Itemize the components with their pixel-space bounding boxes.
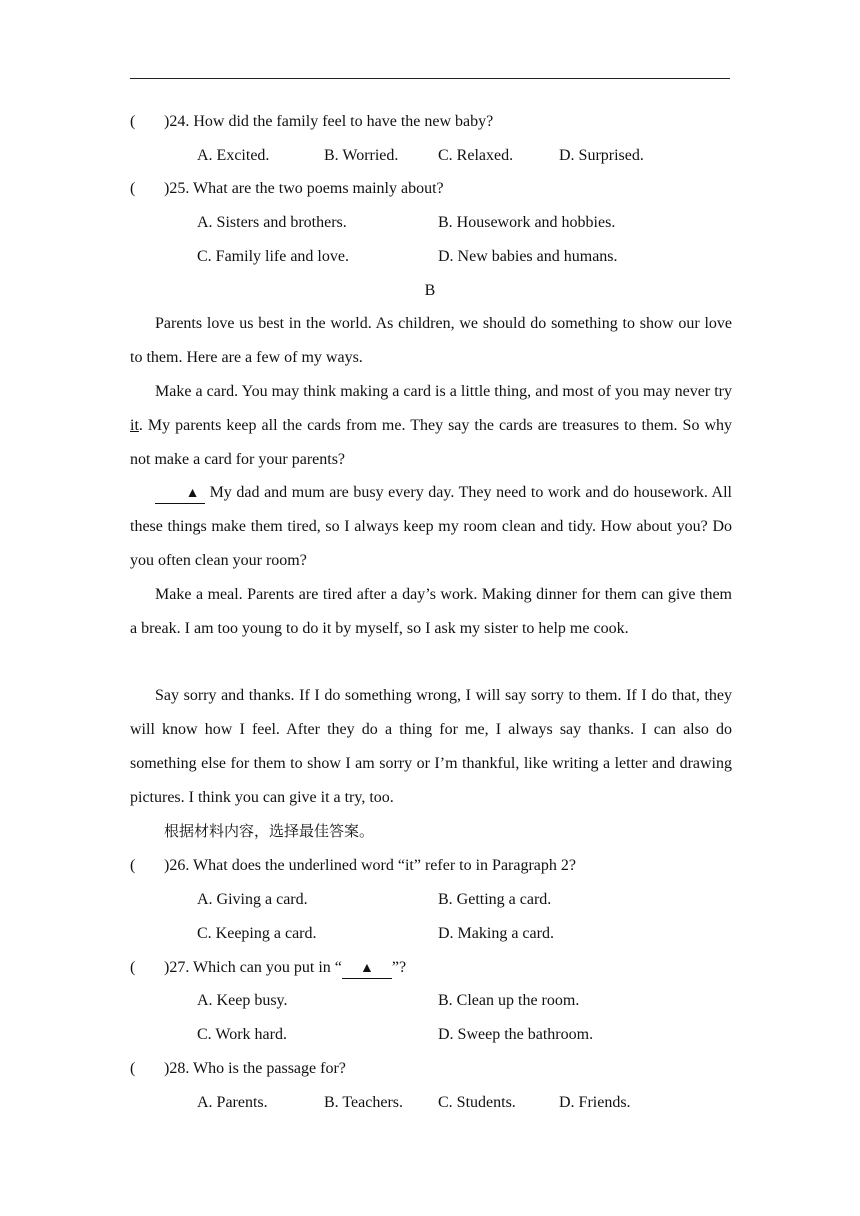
question-27 — [130, 958, 406, 979]
option-a: A. Excited. — [197, 147, 270, 164]
question-stem: )26. What does the underlined word “it” refer to in Paragraph 2? — [164, 857, 576, 874]
option-c: C. Keeping a card. — [197, 925, 317, 942]
option-b: B. Teachers. — [324, 1094, 403, 1111]
section-heading: B — [424, 282, 436, 299]
paragraph-text: Make a card. You may think making a card is a little thing, and most of you may never try — [155, 383, 732, 400]
question-25 — [130, 179, 444, 199]
question-stem: )27. Which can you put in “ — [164, 959, 342, 976]
option-d: D. Surprised. — [559, 147, 644, 164]
paragraph-text: My dad and mum are busy every day. They need to work and do housework. All these things make them tired, so I always keep my room clean and tidy. How about you? Do you often clean your room? — [130, 484, 732, 569]
paragraph-4: Make a meal. Parents are tired after a day’s work. Making dinner for them can give them a break. I am too young to do it by myself, so I ask my sister to help me cook. — [130, 586, 732, 637]
paragraph-3 — [130, 476, 732, 578]
option-a: A. Parents. — [197, 1094, 268, 1111]
instruction: 根据材料内容，选择最佳答案。 — [164, 822, 375, 840]
question-stem: )28. Who is the passage for? — [164, 1060, 346, 1077]
paragraph-text: . My parents keep all the cards from me. They say the cards are treasures to them. So why not make a card for your parents? — [130, 416, 732, 468]
paragraph-5: Say sorry and thanks. If I do something wrong, I will say sorry to them. If I do that, they will know how I feel. After they do a thing for me, I always say thanks. I can also do something else for them to show I am sorry or I’m thankful, like writing a letter and drawing pictures. I think you can give it a try, too. — [130, 687, 732, 806]
question-stem: )25. What are the two poems mainly about? — [164, 180, 444, 197]
option-d: D. Friends. — [559, 1094, 631, 1111]
paragraph-2 — [130, 375, 732, 477]
option-c: C. Family life and love. — [197, 248, 349, 265]
question-26 — [130, 856, 576, 876]
blank-marker: ▲ — [342, 960, 392, 979]
option-b: B. Getting a card. — [438, 891, 552, 908]
option-c: C. Relaxed. — [438, 147, 514, 164]
option-d: D. New babies and humans. — [438, 248, 618, 265]
option-b: B. Housework and hobbies. — [438, 214, 616, 231]
answer-paren[interactable]: ( — [130, 113, 136, 130]
question-28 — [130, 1059, 346, 1079]
underlined-word: it — [130, 416, 139, 434]
question-24 — [130, 112, 493, 132]
option-a: A. Giving a card. — [197, 891, 308, 908]
answer-paren[interactable]: ( — [130, 959, 136, 976]
option-b: B. Worried. — [324, 147, 399, 164]
option-a: A. Keep busy. — [197, 992, 288, 1009]
option-c: C. Work hard. — [197, 1026, 287, 1043]
option-c: C. Students. — [438, 1094, 516, 1111]
option-a: A. Sisters and brothers. — [197, 214, 347, 231]
option-d: D. Sweep the bathroom. — [438, 1026, 594, 1043]
header-rule — [130, 78, 730, 79]
question-stem: )24. How did the family feel to have the new baby? — [164, 113, 494, 130]
answer-paren[interactable]: ( — [130, 180, 136, 197]
option-b: B. Clean up the room. — [438, 992, 580, 1009]
blank-marker[interactable]: ▲ — [155, 485, 205, 504]
question-stem-end: ”? — [391, 959, 407, 976]
answer-paren[interactable]: ( — [130, 857, 136, 874]
paragraph-1: Parents love us best in the world. As children, we should do something to show our love to them. Here are a few of my ways. — [130, 315, 732, 366]
option-d: D. Making a card. — [438, 925, 554, 942]
answer-paren[interactable]: ( — [130, 1060, 136, 1077]
